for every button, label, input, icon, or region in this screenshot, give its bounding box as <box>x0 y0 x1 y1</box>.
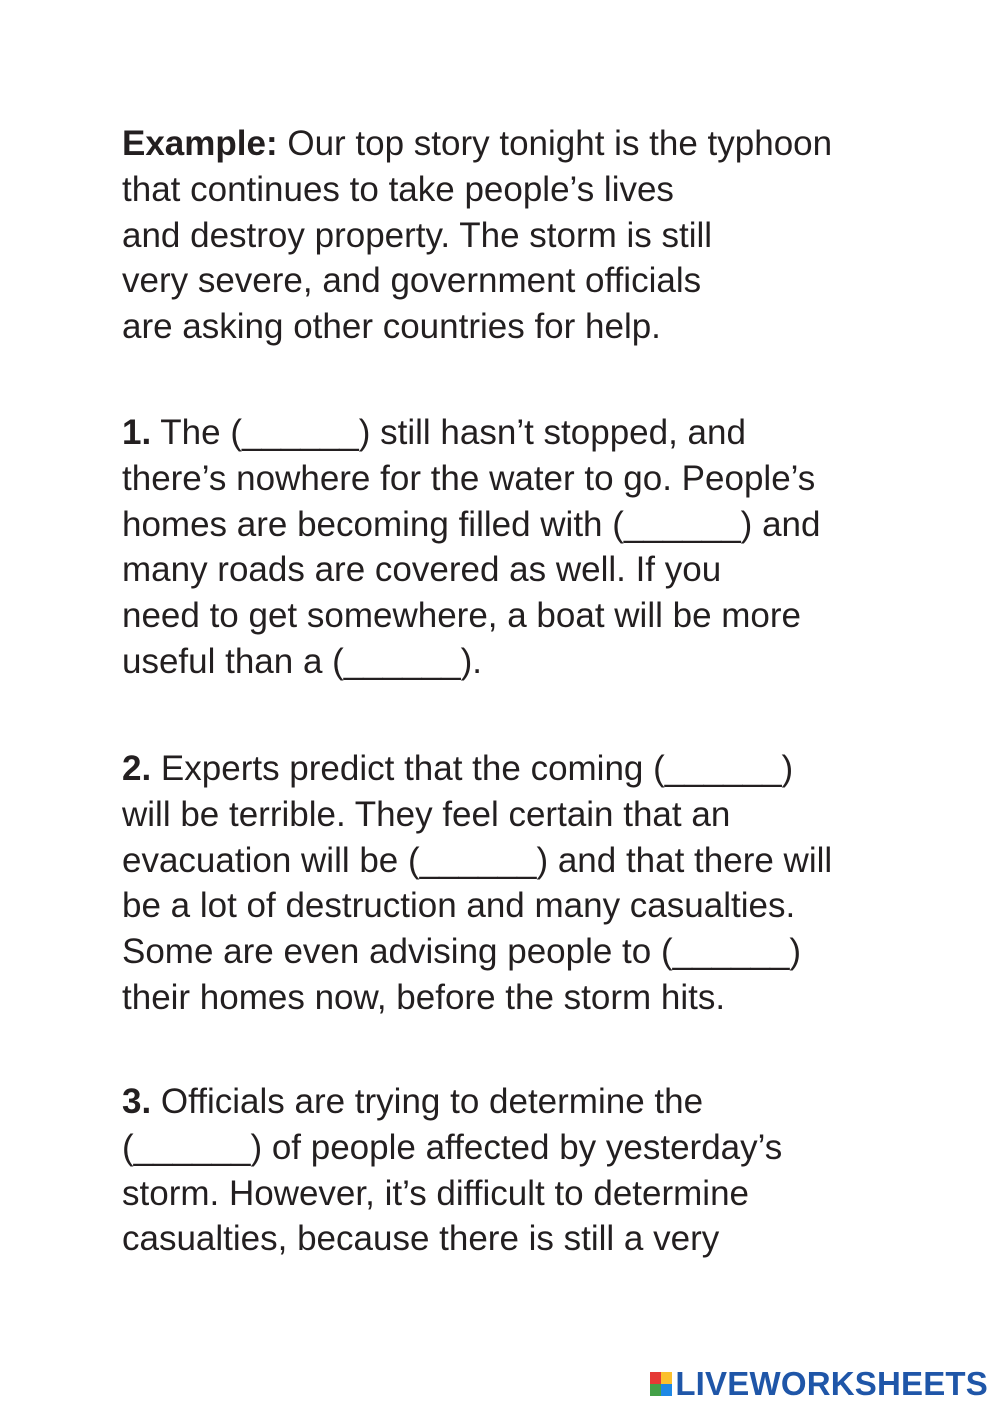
logo-square-green <box>650 1384 661 1396</box>
question-3-number: 3. <box>122 1082 152 1121</box>
example-line-1: Example: Our top story tonight is the typhoon <box>122 124 833 163</box>
example-paragraph <box>122 121 902 350</box>
liveworksheets-logo-text: LIVEWORKSHEETS <box>675 1365 988 1402</box>
question-2-line-6: their homes now, before the storm hits. <box>122 977 726 1017</box>
example-line-5: are asking other countries for help. <box>122 307 661 347</box>
question-1-line-5: need to get somewhere, a boat will be more <box>122 596 801 636</box>
question-2-line-2: will be terrible. They feel certain that an <box>122 794 731 834</box>
question-2-number: 2. <box>122 749 152 788</box>
example-label: Example: <box>122 124 278 163</box>
question-1-line-4: many roads are covered as well. If you <box>122 550 722 590</box>
logo-square-red <box>650 1372 661 1384</box>
question-1-line-2: there’s nowhere for the water to go. People’s <box>122 458 816 498</box>
question-2-line-1: 2. Experts predict that the coming (______) <box>122 749 794 788</box>
question-1-number: 1. <box>122 413 152 452</box>
question-2-line-4: be a lot of destruction and many casualties. <box>122 886 796 926</box>
question-3-line-4: casualties, because there is still a very <box>122 1219 720 1259</box>
question-2-paragraph <box>122 746 902 1021</box>
example-line-2: that continues to take people’s lives <box>122 169 674 209</box>
question-1-paragraph <box>122 410 902 685</box>
question-3-paragraph <box>122 1079 902 1262</box>
liveworksheets-logo[interactable] <box>650 1367 988 1401</box>
logo-square-blue <box>661 1384 672 1396</box>
question-3-line-2: (______) of people affected by yesterday’s <box>122 1127 783 1167</box>
example-line-4: very severe, and government officials <box>122 261 702 301</box>
question-2-line-3: evacuation will be (______) and that there will <box>122 840 833 880</box>
question-1-line-1: 1. The (______) still hasn’t stopped, and <box>122 413 746 452</box>
question-3-line-3: storm. However, it’s difficult to determine <box>122 1173 750 1213</box>
question-3-line-1: 3. Officials are trying to determine the <box>122 1082 704 1121</box>
example-line-3: and destroy property. The storm is still <box>122 215 713 255</box>
logo-square-yellow <box>661 1372 672 1384</box>
question-2-line-5: Some are even advising people to (______) <box>122 932 802 972</box>
question-1-line-3: homes are becoming filled with (______) and <box>122 504 821 544</box>
liveworksheets-logo-icon <box>650 1372 672 1396</box>
question-1-line-6: useful than a (______). <box>122 641 482 681</box>
